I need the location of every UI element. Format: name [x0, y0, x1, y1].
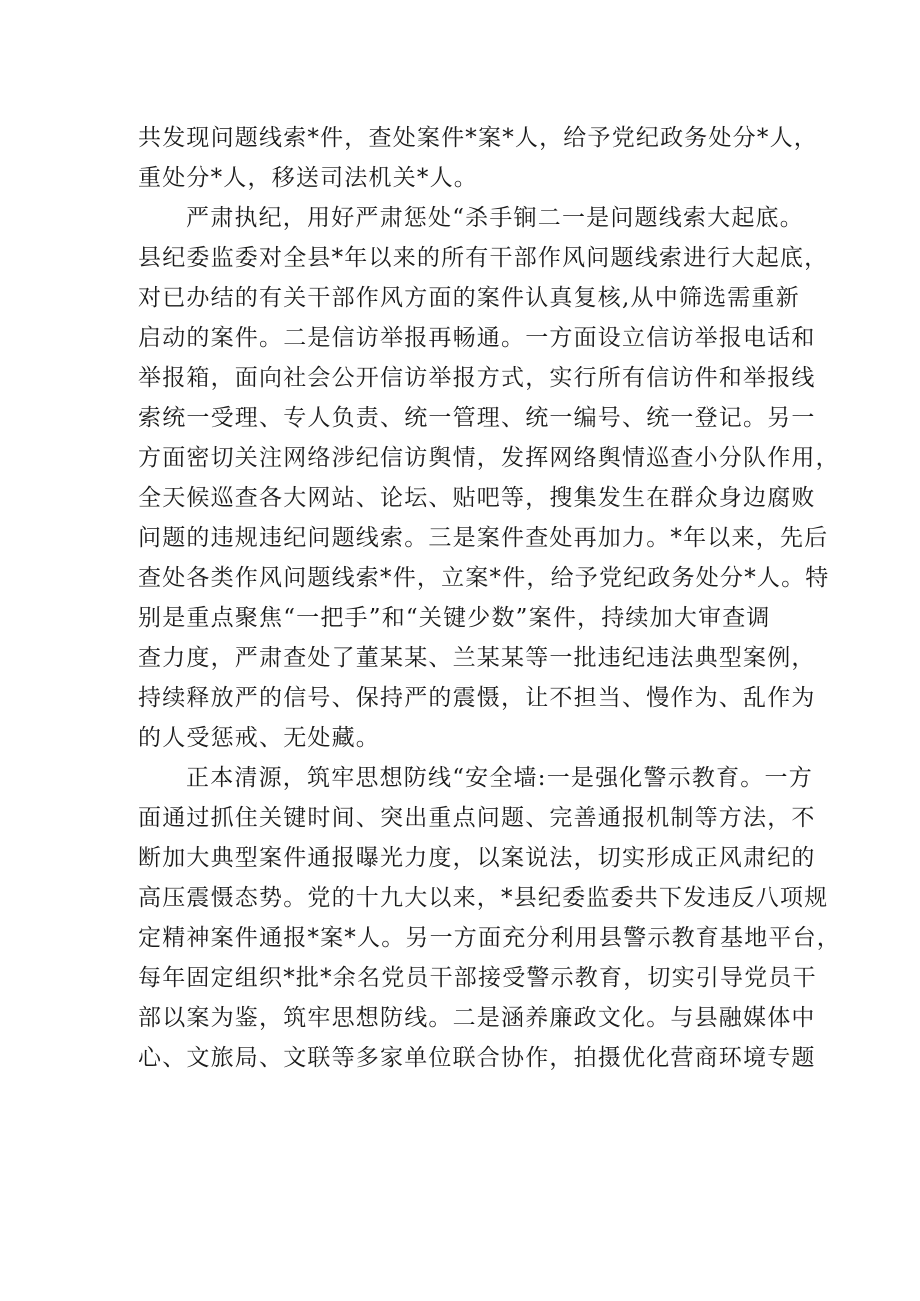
text-line: 每年固定组织*批*余名党员干部接受警示教育，切实引导党员干 — [138, 965, 817, 991]
text-line: 方面密切关注网络涉纪信访舆情，发挥网络舆情巡查小分队作用， — [138, 445, 840, 471]
text-line: 问题的违规违纪问题线索。三是案件查处再加力。*年以来，先后 — [138, 525, 829, 551]
text-line: 高压震慑态势。党的十九大以来，*县纪委监委共下发违反八项规 — [138, 885, 829, 911]
text-line: 查力度，严肃查处了董某某、兰某某等一批违纪违法典型案例， — [138, 645, 816, 671]
paragraph-start-line: 严肃执纪，用好严肃惩处“杀手锏二一是问题线索大起底。 — [186, 205, 804, 231]
text-line: 的人受惩戒、无处藏。 — [138, 725, 380, 751]
text-line: 启动的案件。二是信访举报再畅通。一方面设立信访举报电话和 — [138, 325, 816, 351]
text-line: 对已办结的有关干部作风方面的案件认真复核,从中筛选需重新 — [138, 285, 800, 311]
text-line: 心、文旅局、文联等多家单位联合协作，拍摄优化营商环境专题 — [138, 1045, 816, 1071]
text-line: 断加大典型案件通报曝光力度，以案说法，切实形成正风肃纪的 — [138, 845, 816, 871]
text-line: 持续释放严的信号、保持严的震慑，让不担当、慢作为、乱作为 — [138, 685, 816, 711]
text-line: 索统一受理、专人负责、统一管理、统一编号、统一登记。另一 — [138, 405, 816, 431]
text-line: 共发现问题线索*件，查处案件*案*人，给予党纪政务处分*人， — [138, 125, 818, 151]
text-line: 县纪委监委对全县*年以来的所有干部作风问题线索进行大起底， — [138, 245, 829, 271]
text-line: 定精神案件通报*案*人。另一方面充分利用县警示教育基地平台， — [138, 925, 841, 951]
text-line: 面通过抓住关键时间、突出重点问题、完善通报机制等方法，不 — [138, 805, 816, 831]
text-line: 举报箱，面向社会公开信访举报方式，实行所有信访件和举报线 — [138, 365, 816, 391]
text-line: 部以案为鉴，筑牢思想防线。二是涵养廉政文化。与县融媒体中 — [138, 1005, 816, 1031]
text-line: 查处各类作风问题线索*件，立案*件，给予党纪政务处分*人。特 — [138, 565, 830, 591]
text-line: 全天候巡查各大网站、论坛、贴吧等，搜集发生在群众身边腐败 — [138, 485, 816, 511]
paragraph-start-line: 正本清源，筑牢思想防线“安全墙:一是强化警示教育。一方 — [186, 765, 813, 791]
text-line: 别是重点聚焦“一把手”和“关键少数”案件，持续加大审查调 — [138, 605, 771, 631]
text-line: 重处分*人，移送司法机关*人。 — [138, 165, 478, 191]
